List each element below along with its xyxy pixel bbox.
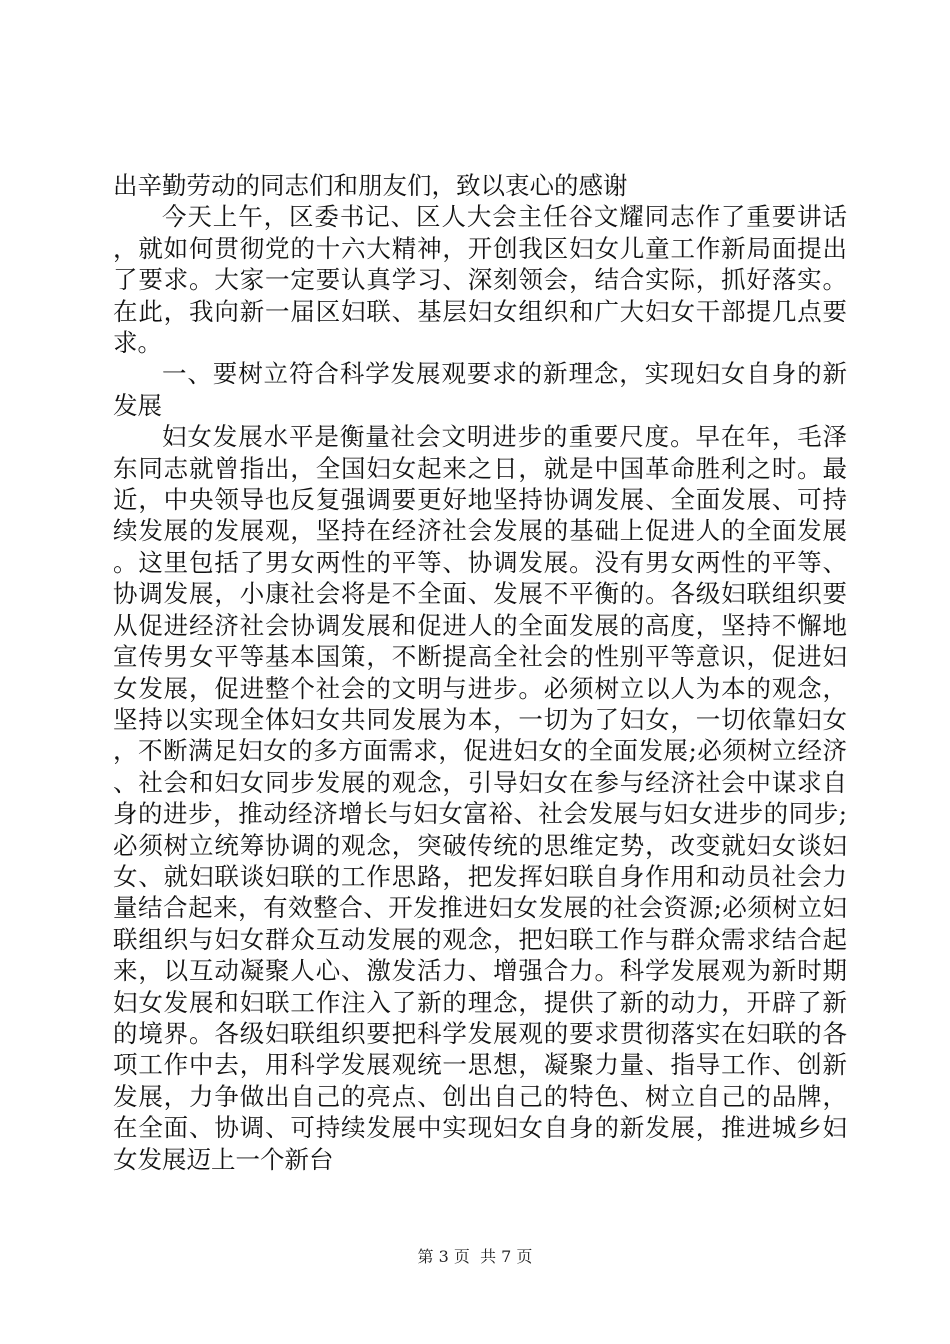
body-text [113, 170, 847, 1175]
section-heading: 一、要树立符合科学发展观要求的新理念，实现妇女自身的新发展 [113, 359, 847, 420]
page-footer: 第 3 页 共 7 页 [417, 1247, 533, 1266]
paragraph-continuation: 出辛勤劳动的同志们和朋友们，致以衷心的感谢 [113, 171, 628, 200]
paragraph-speech-intro: 今天上午，区委书记、区人大会主任谷文耀同志作了重要讲话，就如何贯彻党的十六大精神，开创我区妇女儿童工作新局面提出了要求。大家一定要认真学习、深刻领会，结合实际，抓好落实。在此，我向新一届区妇联、基层妇女组织和广大妇女干部提几点要求。 [113, 202, 847, 358]
paragraph-development: 妇女发展水平是衡量社会文明进步的重要尺度。早在年，毛泽东同志就曾指出，全国妇女起来之日，就是中国革命胜利之时。最近，中央领导也反复强调要更好地坚持协调发展、全面发展、可持续发展的发展观，坚持在经济社会发展的基础上促进人的全面发展。这里包括了男女两性的平等、协调发展。没有男女两性的平等、协调发展，小康社会将是不全面、发展不平衡的。各级妇联组织要从促进经济社会协调发展和促进人的全面发展的高度，坚持不懈地宣传男女平等基本国策，不断提高全社会的性别平等意识，促进妇女发展，促进整个社会的文明与进步。必须树立以人为本的观念，坚持以实现全体妇女共同发展为本，一切为了妇女，一切依靠妇女，不断满足妇女的多方面需求，促进妇女的全面发展;必须树立经济、社会和妇女同步发展的观念，引导妇女在参与经济社会中谋求自身的进步，推动经济增长与妇女富裕、社会发展与妇女进步的同步;必须树立统筹协调的观念，突破传统的思维定势，改变就妇女谈妇女、就妇联谈妇联的工作思路，把发挥妇联自身作用和动员社会力量结合起来，有效整合、开发推进妇女发展的社会资源;必须树立妇联组织与妇女群众互动发展的观念，把妇联工作与群众需求结合起来，以互动凝聚人心、激发活力、增强合力。科学发展观为新时期妇女发展和妇联工作注入了新的理念，提供了新的动力，开辟了新的境界。各级妇联组织要把科学发展观的要求贯彻落实在妇联的各项工作中去，用科学发展观统一思想，凝聚力量、指导工作、创新发展，力争做出自己的亮点、创出自己的特色、树立自己的品牌，在全面、协调、可持续发展中实现妇女自身的新发展，推进城乡妇女发展迈上一个新台 [113, 422, 847, 1174]
